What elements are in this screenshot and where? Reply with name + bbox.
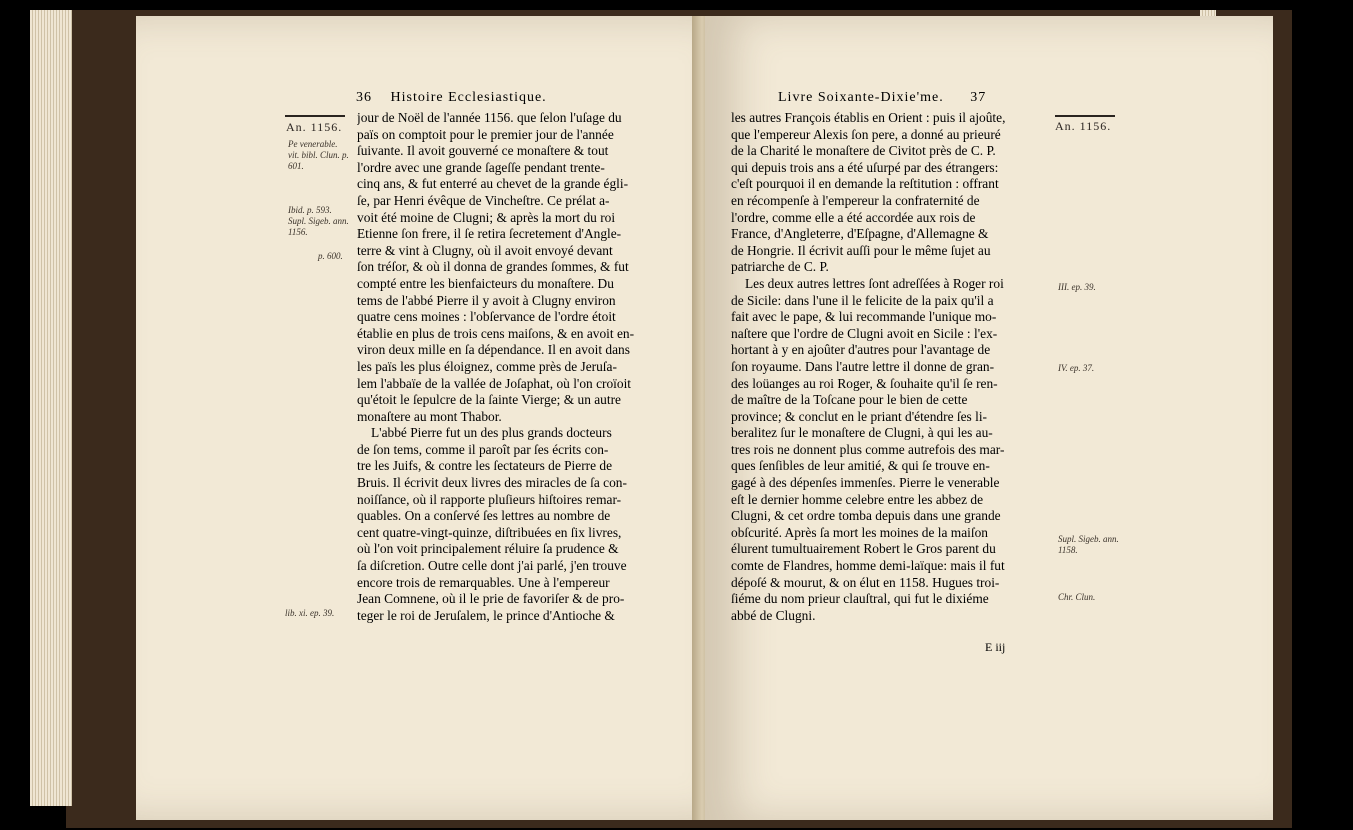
text-line: Clugni, & cet ordre tomba depuis dans une grande (731, 508, 1001, 524)
text-line: de Hongrie. Il écrivit auſſi pour le même ſujet au (731, 242, 991, 258)
right-page-number: 37 (970, 90, 987, 105)
text-line: Jean Comnene, où il le prie de favoriſer & de pro- (357, 591, 625, 607)
text-line: comte de Flandres, homme demi-laïque: mais il fut (731, 558, 1005, 574)
text-line: cinq ans, & fut enterré au chevet de la grande égli- (357, 176, 629, 192)
text-line: encore trois de remarquables. Une à l'empereur (357, 574, 610, 590)
text-line: de ſon tems, comme il paroît par ſes écrits con- (357, 441, 609, 457)
text-line: France, d'Angleterre, d'Eſpagne, d'Allemagne & (731, 226, 989, 242)
left-year-rule (285, 115, 345, 117)
text-line: de la Charité le monaſtere de Civitot près de C. P. (731, 143, 996, 159)
text-line: ſa diſcretion. Outre celle dont j'ai parlé, j'en trouve (357, 558, 627, 574)
text-line: l'ordre avec une grande ſageſſe pendant trente- (357, 159, 605, 175)
left-body-text (357, 110, 685, 624)
text-line: que l'empereur Alexis ſon pere, a donné au prieuré (731, 126, 1001, 142)
text-line: gagé à des dépenſes immenſes. Pierre le venerable (731, 475, 1000, 491)
text-line: en récompenſe à l'empereur la confraternité de (731, 192, 980, 208)
text-line: noiſſance, où il rapporte pluſieurs hiſtoires remar- (357, 491, 622, 507)
right-body-text (731, 110, 1049, 624)
text-line: établie en plus de trois cens maiſons, & en avoit en- (357, 325, 635, 341)
text-line: élurent tumultuairement Robert le Gros parent du (731, 541, 996, 557)
right-year-annotation: An. 1156. (1055, 119, 1112, 133)
text-line: fait avec le pape, & lui recommande l'unique mo- (731, 309, 997, 325)
text-line: abbé de Clugni. (731, 607, 816, 623)
right-running-head (778, 90, 986, 106)
text-line: ques ſenſibles de leur amitié, & qui ſe trouve en- (731, 458, 990, 474)
text-line: obſcurité. Après ſa mort les moines de la maiſon (731, 524, 988, 540)
text-line: teger le roi de Jeruſalem, le prince d'Antioche & (357, 607, 615, 623)
text-line: Bruis. Il écrivit deux livres des miracles de ſa con- (357, 475, 627, 491)
right-margin-note-1: III. ep. 39. (1058, 282, 1096, 292)
text-line: c'eſt pourquoi il en demande la reſtitution : offrant (731, 176, 999, 192)
text-line: des loüanges au roi Roger, & ſouhaite qu'il ſe ren- (731, 375, 998, 391)
text-line: dépoſé & mourut, & on élut en 1158. Hugues troi- (731, 574, 1000, 590)
text-line: Les deux autres lettres ſont adreſſées à Roger roi (745, 275, 1004, 291)
text-line: monaſtere au mont Thabor. (357, 408, 502, 424)
text-line: quatre cens moines : l'obſervance de l'ordre étoit (357, 309, 616, 325)
right-head-title: Livre Soixante-Dixie'me. (778, 90, 944, 105)
text-line: ſuivante. Il avoit gouverné ce monaſtere & tout (357, 143, 609, 159)
left-head-title: Histoire Ecclesiastique. (390, 90, 547, 105)
right-margin-note-4: Chr. Clun. (1058, 592, 1096, 602)
text-line: ſon royaume. Dans l'autre lettre il donne de gran- (731, 358, 995, 374)
text-line: voit été moine de Clugni; & après la mort du roi (357, 209, 616, 225)
text-line: compté entre les bienfaicteurs du monaſtere. Du (357, 275, 614, 291)
text-line: tems de l'abbé Pierre il y avoit à Clugny environ (357, 292, 616, 308)
text-line: terre & vint à Clugny, où il avoit envoyé devant (357, 242, 613, 258)
left-margin-note-4: lib. xi. ep. 39. (285, 608, 335, 618)
text-line: les autres François établis en Orient : puis il ajoûte, (731, 110, 1006, 125)
text-line: jour de Noël de l'année 1156. que ſelon l'uſage du (357, 110, 622, 125)
left-margin-note-3: p. 600. (318, 251, 343, 261)
text-line: tre les Juifs, & contre les ſectateurs de Pierre de (357, 458, 613, 474)
text-line: tres rois ne donnent plus comme autrefois des mar- (731, 441, 1005, 457)
signature-mark: E iij (985, 640, 1006, 654)
text-line: viron deux mille en ſa dépendance. Il en avoit dans (357, 342, 630, 358)
text-line: de maître de la Toſcane pour le bien de cette (731, 392, 968, 408)
text-line: ſe, par Henri évêque de Vincheſtre. Ce prélat a- (357, 192, 610, 208)
left-margin-note-1: Pe venerable. vit. bibl. Clun. p. 601. (288, 139, 349, 171)
text-line: quables. On a conſervé ſes lettres au nombre de (357, 508, 611, 524)
text-line: L'abbé Pierre fut un des plus grands docteurs (371, 425, 612, 441)
left-running-head (356, 90, 547, 106)
right-margin-note-2: IV. ep. 37. (1058, 363, 1095, 373)
text-line: païs on comptoit pour le premier jour de l'année (357, 126, 614, 142)
text-line: patriarche de C. P. (731, 259, 829, 275)
left-page-number: 36 (356, 90, 372, 105)
text-line: naſtere que l'ordre de Clugni avoit en Sicile : l'ex- (731, 325, 998, 341)
text-line: Etienne ſon frere, il ſe retira ſecretement d'Angle- (357, 226, 622, 242)
text-line: qu'étoit le ſepulcre de la ſainte Vierge; & un autre (357, 392, 621, 408)
left-margin-note-2: Ibid. p. 593. Supl. Sigeb. ann. 1156. (288, 205, 349, 237)
right-year-rule (1055, 115, 1115, 117)
page-edges-left (30, 10, 72, 806)
text-line: l'ordre, comme elle a été accordée aux rois de (731, 209, 976, 225)
text-line: de Sicile: dans l'une il le felicite de la paix qu'il a (731, 292, 994, 308)
text-line: beralitez ſur le monaſtere de Clugni, à qui les au- (731, 425, 993, 441)
text-line: où l'on voit principalement réluire ſa prudence & (357, 541, 619, 557)
text-line: lem l'abbaïe de la vallée de Joſaphat, où l'on croïoit (357, 375, 632, 391)
text-line: qui depuis trois ans a été uſurpé par des étrangers: (731, 159, 999, 175)
text-line: ſiéme du nom prieur clauſtral, qui fut le dixiéme (731, 591, 989, 607)
text-line: ſon tréſor, & où il donna de grandes ſommes, & fut (357, 259, 629, 275)
text-line: cent quatre-vingt-quinze, diſtribuées en ſix livres, (357, 524, 622, 540)
right-margin-note-3: Supl. Sigeb. ann. 1158. (1058, 534, 1119, 555)
text-line: les païs les plus éloignez, comme près de Jeruſa- (357, 358, 617, 374)
text-line: province; & conclut en le priant d'étendre ſes li- (731, 408, 987, 424)
left-year-annotation: An. 1156. (286, 120, 343, 134)
text-line: hortant à y en ajoûter d'autres pour l'avantage de (731, 342, 991, 358)
text-line: eſt le dernier homme celebre entre les abbez de (731, 491, 984, 507)
